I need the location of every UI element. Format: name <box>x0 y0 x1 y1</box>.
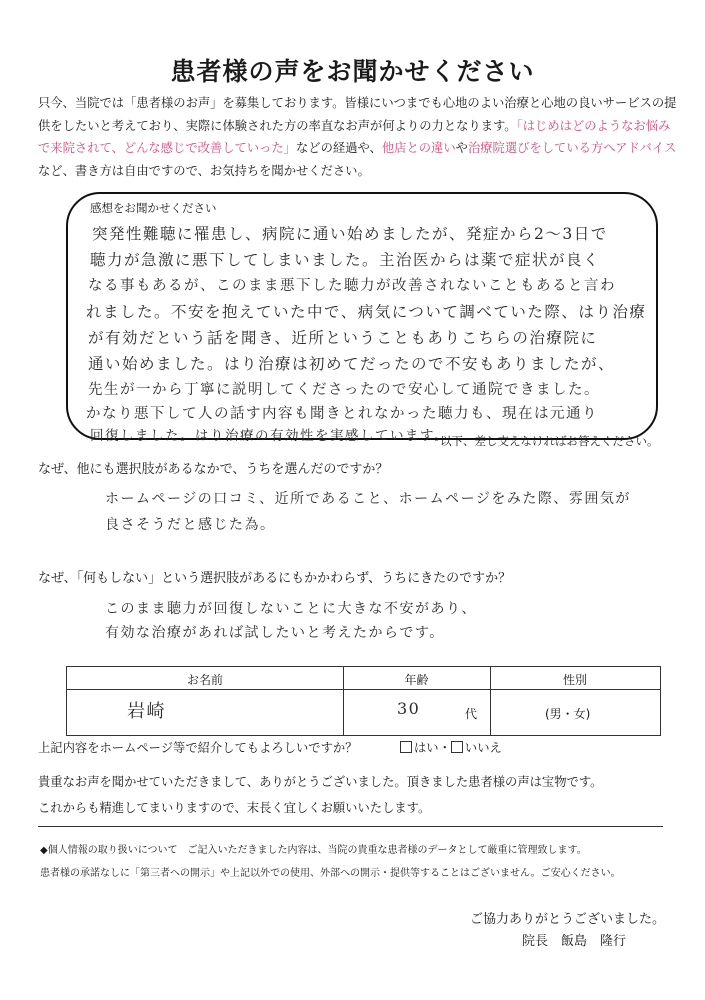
closing-thanks: ご協力ありがとうございました。 <box>470 912 666 927</box>
intro-paragraph <box>38 92 678 182</box>
option-separator: ・ <box>438 741 451 755</box>
age-unit: 代 <box>465 707 478 721</box>
impression-line: 回復しました。はり治療の有効性を実感しています。 <box>90 428 449 444</box>
name-header: お名前 <box>186 673 223 687</box>
thanks-line: 貴重なお声を聞かせていただきまして、ありがとうございました。頂きました患者様の声は宝物です。 <box>38 775 603 789</box>
intro-text-4: など、書き方は自由ですので、お気持ちを聞かせください。 <box>38 163 370 178</box>
answer-why-choose-line: ホームページの口コミ、近所であること、ホームページをみた際、雰囲気が <box>105 491 631 507</box>
impression-line: 突発性難聴に罹患し、病院に通い始めましたが、発症から2～3日で <box>92 225 608 243</box>
impression-line: れました。不安を抱えていた中で、病気について調べていた際、はり治療 <box>86 303 647 321</box>
no-label: いいえ <box>464 741 502 755</box>
info-table <box>66 666 661 736</box>
divider <box>38 826 663 827</box>
intro-highlight-1: 「はじめはどのようなお悩みで来院されて、どんな感じで改善していった」 <box>38 118 671 155</box>
impression-line: が有効だという話を聞き、近所ということもありこちらの治療院に <box>88 329 598 347</box>
yes-label: はい <box>414 741 439 755</box>
impression-line: 通い始めました。はり治療は初めてだったので不安もありましたが、 <box>88 355 616 373</box>
thanks-line: これからも精進してまいりますので、末長く宜しくお願いいたします。 <box>38 801 431 815</box>
intro-text-3: や <box>455 141 468 155</box>
consent-question: 上記内容をホームページ等で紹介してもよろしいですか？ <box>38 741 358 755</box>
intro-text-1: 只今、当院では「患者様のお声」を募集しております。皆様にいつまでも心地のよい治療と心地の良いサービスの提供をしたいと考えており、実際に体験された方の率直なお声が何よりの力となります。 <box>38 96 677 133</box>
director-signature: 院長 飯島 隆行 <box>522 934 627 949</box>
intro-highlight-2: 他店との違い <box>381 141 456 155</box>
privacy-notice: ◆個人情報の取り扱いについて ご記入いただきました内容は、当院の貴重な患者様のデータとして厳重に管理致します。 <box>40 845 587 856</box>
question-why-choose: なぜ、他にも選択肢があるなかで、うちを選んだのですか？ <box>38 462 389 477</box>
no-checkbox[interactable] <box>451 741 463 753</box>
optional-note: 以下、差し支えなければお答えください。 <box>440 434 659 448</box>
page-title: 患者様の声をお聞かせください <box>170 57 535 86</box>
intro-highlight-3: 治療院選びをしている方へアドバイス <box>467 141 677 155</box>
answer-why-came-line: 有効な治療があれば試したいと考えたからです。 <box>105 625 445 641</box>
age-value: 30 <box>397 699 421 718</box>
answer-why-choose-line: 良さそうだと感じた為。 <box>105 517 276 533</box>
intro-text-2: などの経過や、 <box>296 141 382 155</box>
impression-line: 聴力が急激に悪下してしまいました。主治医からは薬で症状が良く <box>90 251 601 269</box>
impression-line: 先生が一から丁寧に説明してくださったので安心して通院できました。 <box>88 382 600 398</box>
age-header: 年齢 <box>404 673 429 687</box>
gender-options: (男・女) <box>545 707 591 721</box>
privacy-notice: 患者様の承諾なしに「第三者への開示」や上記以外での使用、外部への開示・提供等することはございません。ご安心ください。 <box>40 868 621 879</box>
impressions-label: 感想をお聞かせください <box>90 201 217 215</box>
impression-line: かなり悪下して人の話す内容も聞きとれなかった聴力も、現在は元通り <box>86 406 598 422</box>
consent-options <box>400 738 502 756</box>
impression-line: なる事もあるが、このまま悪下した聴力が改善されないこともあると言わ <box>88 278 616 294</box>
question-why-came: なぜ、「何もしない」という選択肢があるにもかかわらず、うちにきたのですか？ <box>38 571 512 586</box>
gender-header: 性別 <box>562 673 587 687</box>
name-value: 岩崎 <box>127 701 166 722</box>
yes-checkbox[interactable] <box>400 741 412 753</box>
answer-why-came-line: このまま聴力が回復しないことに大きな不安があり、 <box>105 601 477 617</box>
